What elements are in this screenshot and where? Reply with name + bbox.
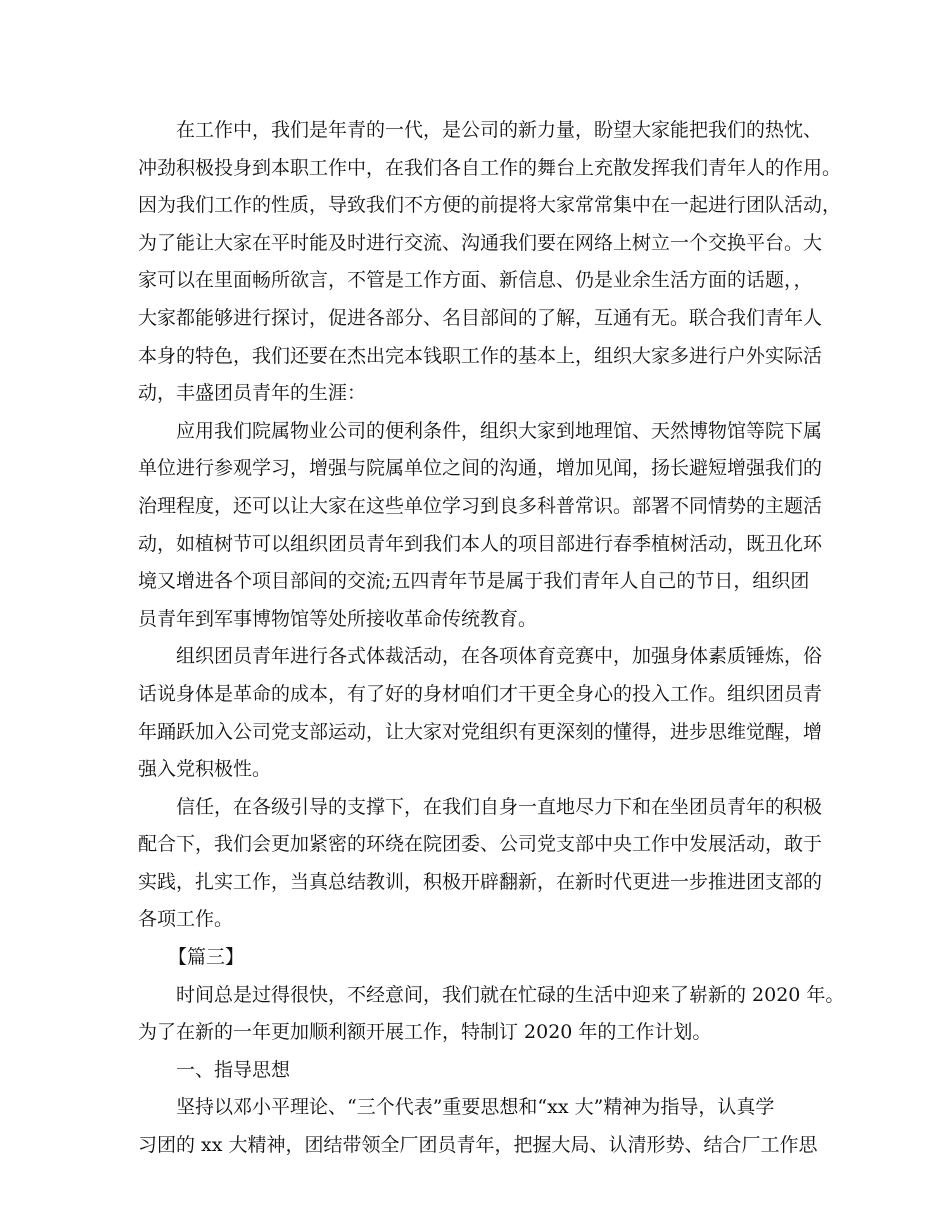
text-line: 信任，在各级引导的支撑下，在我们自身一直地尽力下和在坐团员青年的积极 (176, 795, 823, 818)
text-line: 习团的 xx 大精神，团结带领全厂团员青年，把握大局、认清形势、结合厂工作思 (138, 1134, 818, 1157)
section-heading: 【篇三】 (168, 946, 245, 969)
text-line: 组织团员青年进行各式体裁活动，在各项体育竞赛中，加强身体素质锤炼，俗 (176, 645, 823, 668)
text-line: 因为我们工作的性质，导致我们不方便的前提将大家常常集中在一起进行团队活动， (138, 194, 842, 217)
text-line: 年踊跃加入公司党支部运动，让大家对党组织有更深刻的懂得，进步思维觉醒，增 (138, 720, 823, 743)
text-line: 在工作中，我们是年青的一代，是公司的新力量，盼望大家能把我们的热忱、 (176, 119, 823, 141)
text-line: 为了能让大家在平时能及时进行交流、沟通我们要在网络上树立一个交换平台。大 (138, 231, 823, 254)
document-body (138, 112, 845, 1165)
text-line: 治理程度，还可以让大家在这些单位学习到良多科普常识。部署不同情势的主题活 (138, 494, 823, 517)
text-line: 配合下，我们会更加紧密的环绕在院团委、公司党支部中央工作中发展活动，敢于 (138, 833, 823, 856)
text-line: 坚持以邓小平理论、“三个代表”重要思想和“xx 大”精神为指导，认真学 (176, 1096, 775, 1119)
text-line: 动，如植树节可以组织团员青年到我们本人的项目部进行春季植树活动，既丑化环 (138, 532, 823, 555)
text-line: 家可以在里面畅所欲言，不管是工作方面、新信息、仍是业余生活方面的话题，， (138, 269, 813, 292)
text-line: 各项工作。 (138, 908, 234, 931)
text-line: 话说身体是革命的成本，有了好的身材咱们才干更全身心的投入工作。组织团员青 (138, 682, 823, 705)
text-line: 时间总是过得很快，不经意间，我们就在忙碌的生活中迎来了崭新的 2020 年。 (176, 983, 845, 1006)
text-line: 强入党积极性。 (138, 758, 272, 781)
text-line: 员青年到军事博物馆等处所接收革命传统教育。 (138, 607, 538, 630)
text-line: 单位进行参观学习，增强与院属单位之间的沟通，增加见闻，扬长避短增强我们的 (138, 457, 823, 480)
text-line: 实践，扎实工作，当真总结教训，积极开辟翻新，在新时代更进一步推进团支部的 (138, 870, 823, 893)
text-line: 为了在新的一年更加顺利额开展工作，特制订 2020 年的工作计划。 (138, 1021, 712, 1044)
text-line: 动，丰盛团员青年的生涯： (138, 382, 367, 405)
text-line: 境又增进各个项目部间的交流;五四青年节是属于我们青年人自己的节日，组织团 (138, 570, 810, 593)
text-line: 一、指导思想 (176, 1058, 291, 1081)
text-line: 应用我们院属物业公司的便利条件，组织大家到地理馆、天然博物馆等院下属 (176, 419, 823, 442)
text-line: 大家都能够进行探讨，促进各部分、名目部间的了解，互通有无。联合我们青年人 (138, 306, 823, 329)
text-line: 本身的特色，我们还要在杰出完本钱职工作的基本上，组织大家多进行户外实际活 (138, 344, 823, 367)
text-line: 冲劲积极投身到本职工作中，在我们各自工作的舞台上充散发挥我们青年人的作用。 (138, 156, 842, 179)
